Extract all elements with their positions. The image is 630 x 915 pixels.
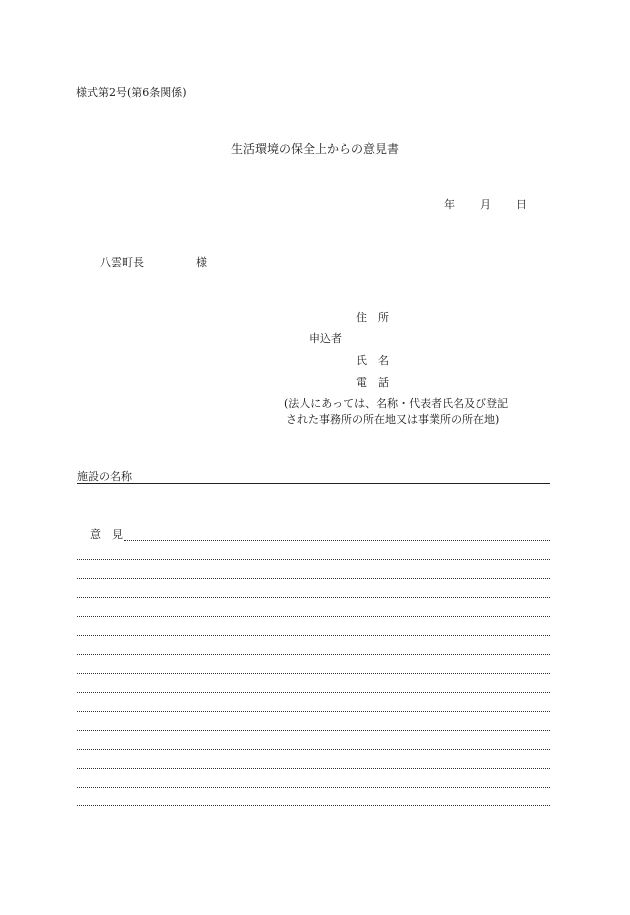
addressee-honorific: 様 [196,256,207,269]
opinion-line [77,654,550,655]
applicant-phone-label: 電 話 [356,376,389,389]
opinion-line [77,559,550,560]
opinion-label: 意 見 [90,528,123,541]
applicant-label: 申込者 [309,332,342,345]
opinion-line [77,673,550,674]
date-day-label: 日 [516,198,527,211]
document-title: 生活環境の保全上からの意見書 [231,142,400,156]
opinion-line [77,768,550,769]
opinion-line [77,730,550,731]
opinion-line [77,616,550,617]
opinion-line [77,805,550,806]
opinion-line [77,597,550,598]
opinion-line [77,692,550,693]
applicant-address-label: 住 所 [356,311,389,324]
opinion-line [77,711,550,712]
date-year-label: 年 [444,198,455,211]
opinion-line [77,749,550,750]
form-number: 様式第2号(第6条関係) [76,86,187,99]
opinion-line [124,540,550,541]
corporate-note-line2: された事務所の所在地又は事業所の所在地) [286,413,500,426]
applicant-name-label: 氏 名 [356,354,389,367]
date-month-label: 月 [480,198,491,211]
opinion-line [77,635,550,636]
facility-name-underline [77,483,550,484]
addressee-name: 八雲町長 [100,256,144,269]
opinion-line [77,578,550,579]
opinion-line [77,787,550,788]
facility-name-label: 施設の名称 [77,470,132,483]
corporate-note-line1: (法人にあっては、名称・代表者氏名及び登記 [284,397,509,410]
